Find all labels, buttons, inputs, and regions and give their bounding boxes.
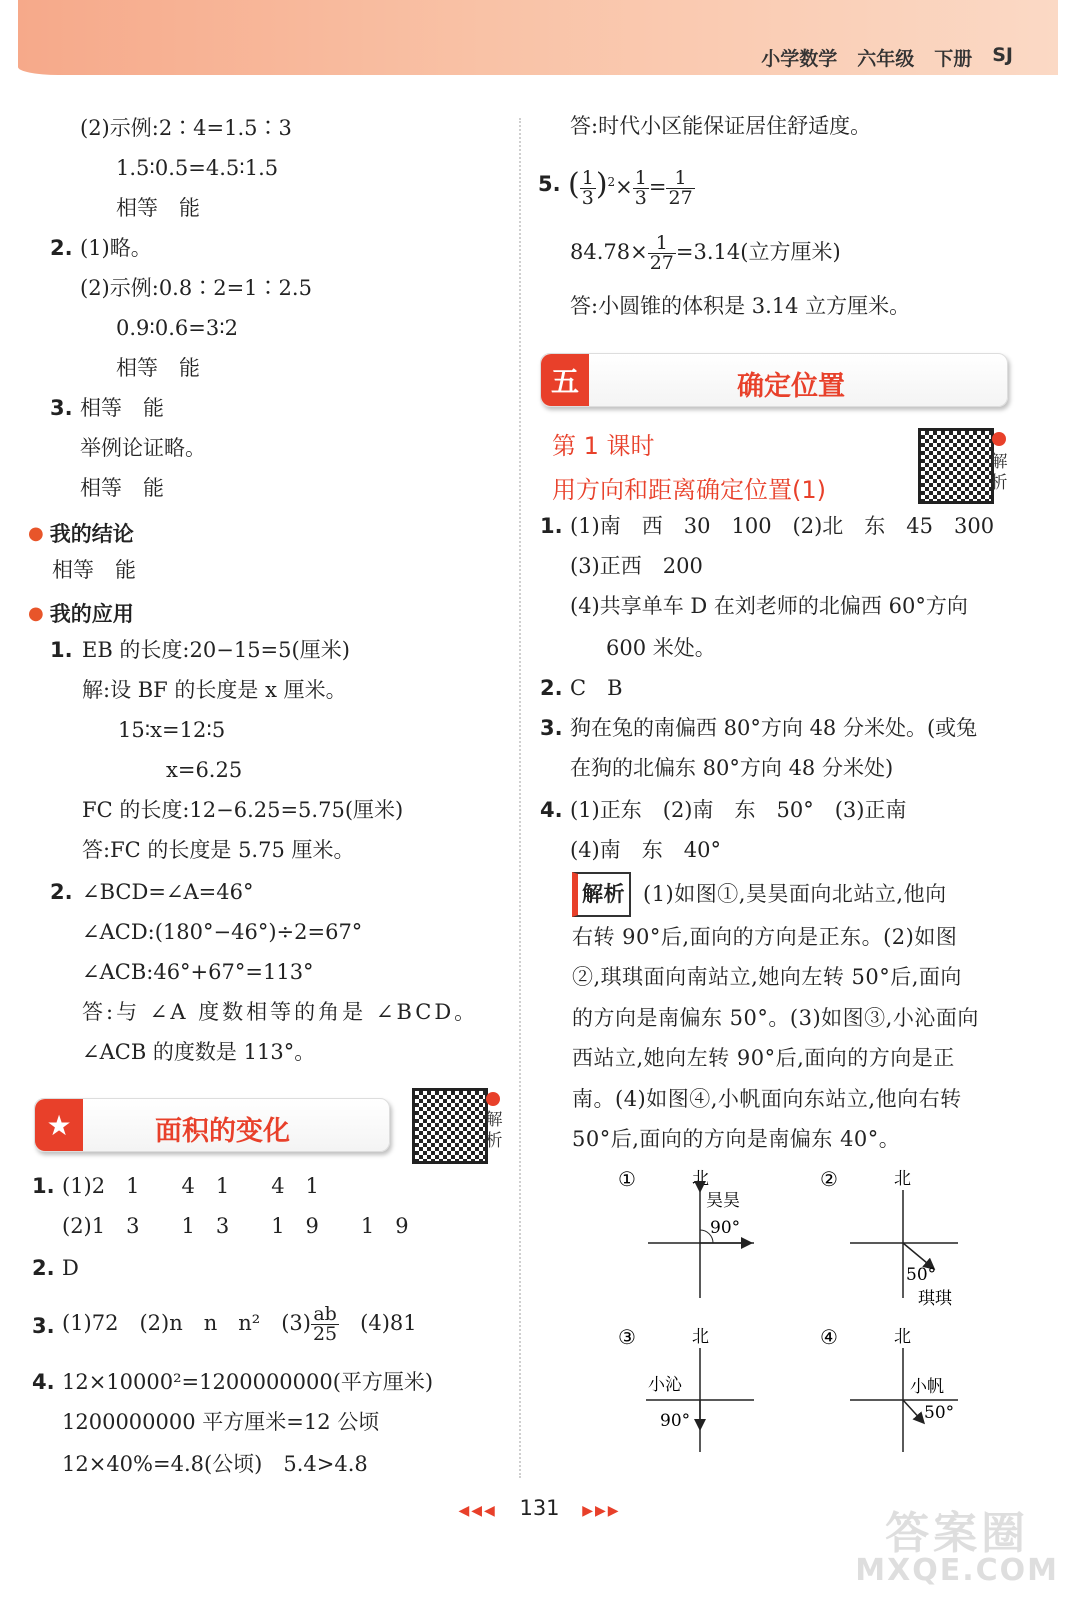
page-number: 131: [519, 1496, 560, 1520]
volume-calc-text: =3.14(立方厘米): [675, 240, 841, 264]
left-line: 答:FC 的长度是 5.75 厘米。: [82, 838, 355, 862]
left-line: ∠BCD=∠A=46°: [82, 880, 254, 904]
question-number: 2.: [50, 880, 73, 904]
lightbulb-icon: ●: [28, 522, 44, 544]
conclusion-title: 我的结论: [49, 522, 134, 546]
area-ratio-text: (1)72 (2)n n n² (3): [62, 1311, 311, 1335]
fraction: [666, 169, 694, 208]
qr-code[interactable]: [918, 428, 994, 504]
fraction: [580, 169, 596, 208]
page-header: [18, 0, 1058, 75]
fraction-numerator: 1: [655, 232, 668, 254]
header-volume: 下册: [934, 48, 973, 70]
diagram-1: [618, 1167, 754, 1298]
left-line: ∠ACB 的度数是 113°。: [82, 1040, 316, 1064]
explanation-line: 50°后,面向的方向是南偏东 40°。: [572, 1127, 901, 1151]
fraction: [311, 1305, 339, 1344]
fraction-numerator: 1: [634, 167, 647, 189]
person-name: 琪琪: [918, 1289, 952, 1309]
lesson-number: 第 1 课时: [552, 432, 655, 460]
header-grade: 六年级: [857, 48, 915, 70]
lesson-title: 用方向和距离确定位置(1): [552, 476, 826, 504]
question-number: 2.: [50, 236, 73, 260]
header-edition: SJ: [992, 44, 1013, 66]
prev-arrows-icon: ◀◀◀: [458, 1503, 497, 1519]
diagram-label: ②: [820, 1167, 838, 1191]
north-label: 北: [692, 1169, 709, 1189]
diagram-label: ①: [618, 1167, 636, 1191]
question-number: 4.: [540, 798, 563, 822]
left-line: (2)1 3 1 3 1 9 1 9: [62, 1214, 409, 1238]
left-line: x=6.25: [166, 758, 243, 782]
direction-diagrams: [600, 1160, 980, 1460]
question-number: 3.: [540, 716, 563, 740]
area-ratio-line: [62, 1300, 417, 1346]
volume-ratio-equation: ( $\frac{1}{3}$ )$^2$× $\frac{1}{3}$ = $\frac{1}{27}$: [568, 167, 693, 209]
question-number: 1.: [50, 638, 73, 662]
angle-label: 90°: [660, 1411, 691, 1431]
fraction-numerator: 1: [674, 167, 687, 189]
person-name: 小沁: [648, 1375, 682, 1395]
fraction: [648, 234, 676, 273]
unit-banner: [540, 353, 1008, 407]
area-ratio-text: (4)81: [360, 1311, 417, 1335]
explanation-tag: 解析: [572, 872, 631, 917]
right-line: 狗在兔的南偏西 80°方向 48 分米处。(或兔: [570, 716, 978, 740]
header-info: [761, 44, 1013, 71]
explanation-line: 的方向是南偏东 50°。(3)如图③,小沁面向: [572, 1005, 979, 1030]
volume-calc-text: 84.78×: [570, 240, 648, 264]
fraction-denominator: 27: [649, 252, 674, 274]
angle-label: 50°: [906, 1265, 937, 1285]
question-number: 5.: [538, 172, 561, 196]
north-label: 北: [894, 1169, 911, 1189]
question-number: 2.: [32, 1256, 55, 1280]
right-line: 答:时代小区能保证居住舒适度。: [570, 114, 872, 138]
qr-code[interactable]: [412, 1088, 488, 1164]
diagram-label: ③: [618, 1325, 636, 1349]
explanation-line: 南。(4)如图④,小帆面向东站立,他向右转: [572, 1086, 962, 1111]
person-name: 小帆: [910, 1377, 944, 1397]
question-number: 1.: [32, 1174, 55, 1198]
left-line: (1)2 1 4 1 4 1: [62, 1174, 319, 1198]
fraction-denominator: 25: [312, 1323, 338, 1345]
conclusion-heading: [28, 518, 134, 548]
left-line: 1.5∶0.5=4.5∶1.5: [116, 156, 279, 180]
left-line: 举例论证略。: [80, 436, 206, 460]
angle-label: 50°: [924, 1403, 955, 1423]
diagram-label: ④: [820, 1325, 838, 1349]
person-name: 昊昊: [706, 1191, 740, 1211]
diagram-2: [820, 1167, 958, 1309]
explanation-paragraph: [572, 872, 1012, 1160]
left-line: ∠ACB:46°+67°=113°: [82, 960, 314, 984]
right-line: (1)南 西 30 100 (2)北 东 45 300: [570, 514, 995, 538]
right-line: 在狗的北偏东 80°方向 48 分米处): [570, 756, 894, 780]
qr-label: 解析: [990, 452, 1008, 493]
left-line: 答:与 ∠A 度数相等的角是 ∠BCD。: [82, 1000, 479, 1024]
left-line: D: [62, 1256, 79, 1280]
left-line: 相等 能: [52, 558, 136, 582]
fraction-denominator: 3: [581, 187, 594, 209]
question-number: 3.: [50, 396, 73, 420]
play-icon: [486, 1092, 500, 1106]
right-line: (4)共享单车 D 在刘老师的北偏西 60°方向: [570, 594, 968, 618]
section-banner-area: [34, 1098, 390, 1152]
left-line: (2)示例:2∶4=1.5∶3: [80, 116, 292, 140]
left-line: 相等 能: [116, 196, 200, 220]
right-line: (1)正东 (2)南 东 50° (3)正南: [570, 798, 907, 822]
left-line: 15∶x=12∶5: [118, 718, 226, 742]
angle-label: 90°: [710, 1218, 741, 1238]
left-line: 12×10000²=1200000000(平方厘米): [62, 1370, 434, 1394]
diagram-3: [618, 1325, 754, 1452]
question-number: 1.: [540, 514, 563, 538]
left-line: 相等 能: [80, 476, 164, 500]
right-line: (4)南 东 40°: [570, 838, 721, 862]
fraction-numerator: 1: [581, 167, 594, 189]
fraction-denominator: 3: [634, 187, 647, 209]
header-subject: 小学数学: [761, 48, 838, 70]
question-number: 4.: [32, 1370, 55, 1394]
right-line: 答:小圆锥的体积是 3.14 立方厘米。: [570, 294, 911, 318]
left-line: (2)示例:0.8∶2=1∶2.5: [80, 276, 312, 300]
volume-calc-line: [570, 228, 841, 276]
unit-number-badge: 五: [541, 354, 589, 406]
watermark: [855, 1508, 1059, 1588]
north-label: 北: [894, 1327, 911, 1347]
explanation-line: (1)如图①,昊昊面向北站立,他向: [643, 882, 947, 906]
explanation-line: 右转 90°后,面向的方向是正东。(2)如图: [572, 924, 958, 949]
left-line: FC 的长度:12−6.25=5.75(厘米): [82, 798, 404, 822]
star-icon: ★: [35, 1099, 83, 1151]
left-line: 相等 能: [80, 396, 164, 420]
explanation-line: ②,琪琪面向南站立,她向左转 50°后,面向: [572, 965, 962, 989]
fraction: [633, 169, 649, 208]
application-heading: [28, 598, 134, 628]
north-label: 北: [692, 1327, 709, 1347]
left-line: 相等 能: [116, 356, 200, 380]
diagram-4: [820, 1325, 958, 1452]
next-arrows-icon: ▶▶▶: [582, 1503, 621, 1519]
left-line: 12×40%=4.8(公顷) 5.4>4.8: [62, 1452, 368, 1476]
left-line: 0.9∶0.6=3∶2: [116, 316, 239, 340]
watermark-title: 答案圈: [885, 1508, 1030, 1559]
question-number: 3.: [32, 1314, 55, 1338]
unit-title: 确定位置: [737, 371, 845, 402]
qr-label: 解析: [485, 1110, 503, 1151]
left-line: ∠ACD:(180°−46°)÷2=67°: [82, 920, 363, 944]
watermark-url: MXQE.COM: [855, 1553, 1059, 1588]
left-line: EB 的长度:20−15=5(厘米): [82, 638, 350, 662]
left-line: 1200000000 平方厘米=12 公顷: [62, 1410, 380, 1434]
right-line: C B: [570, 676, 623, 700]
exponent: 2: [607, 175, 616, 189]
explanation-line: 西站立,她向左转 90°后,面向的方向是正: [572, 1046, 955, 1070]
question-number: 2.: [540, 676, 563, 700]
lightbulb-icon: ●: [28, 602, 44, 624]
application-title: 我的应用: [49, 602, 134, 626]
right-line: (3)正西 200: [570, 554, 703, 578]
banner-title: 面积的变化: [155, 1116, 290, 1147]
fraction-numerator: ab: [313, 1303, 337, 1325]
left-line: (1)略。: [80, 236, 152, 260]
column-divider: [519, 118, 521, 1478]
play-icon: [992, 432, 1006, 446]
right-line: 600 米处。: [606, 636, 716, 660]
fraction-denominator: 27: [668, 187, 693, 209]
left-line: 解:设 BF 的长度是 x 厘米。: [82, 678, 347, 702]
